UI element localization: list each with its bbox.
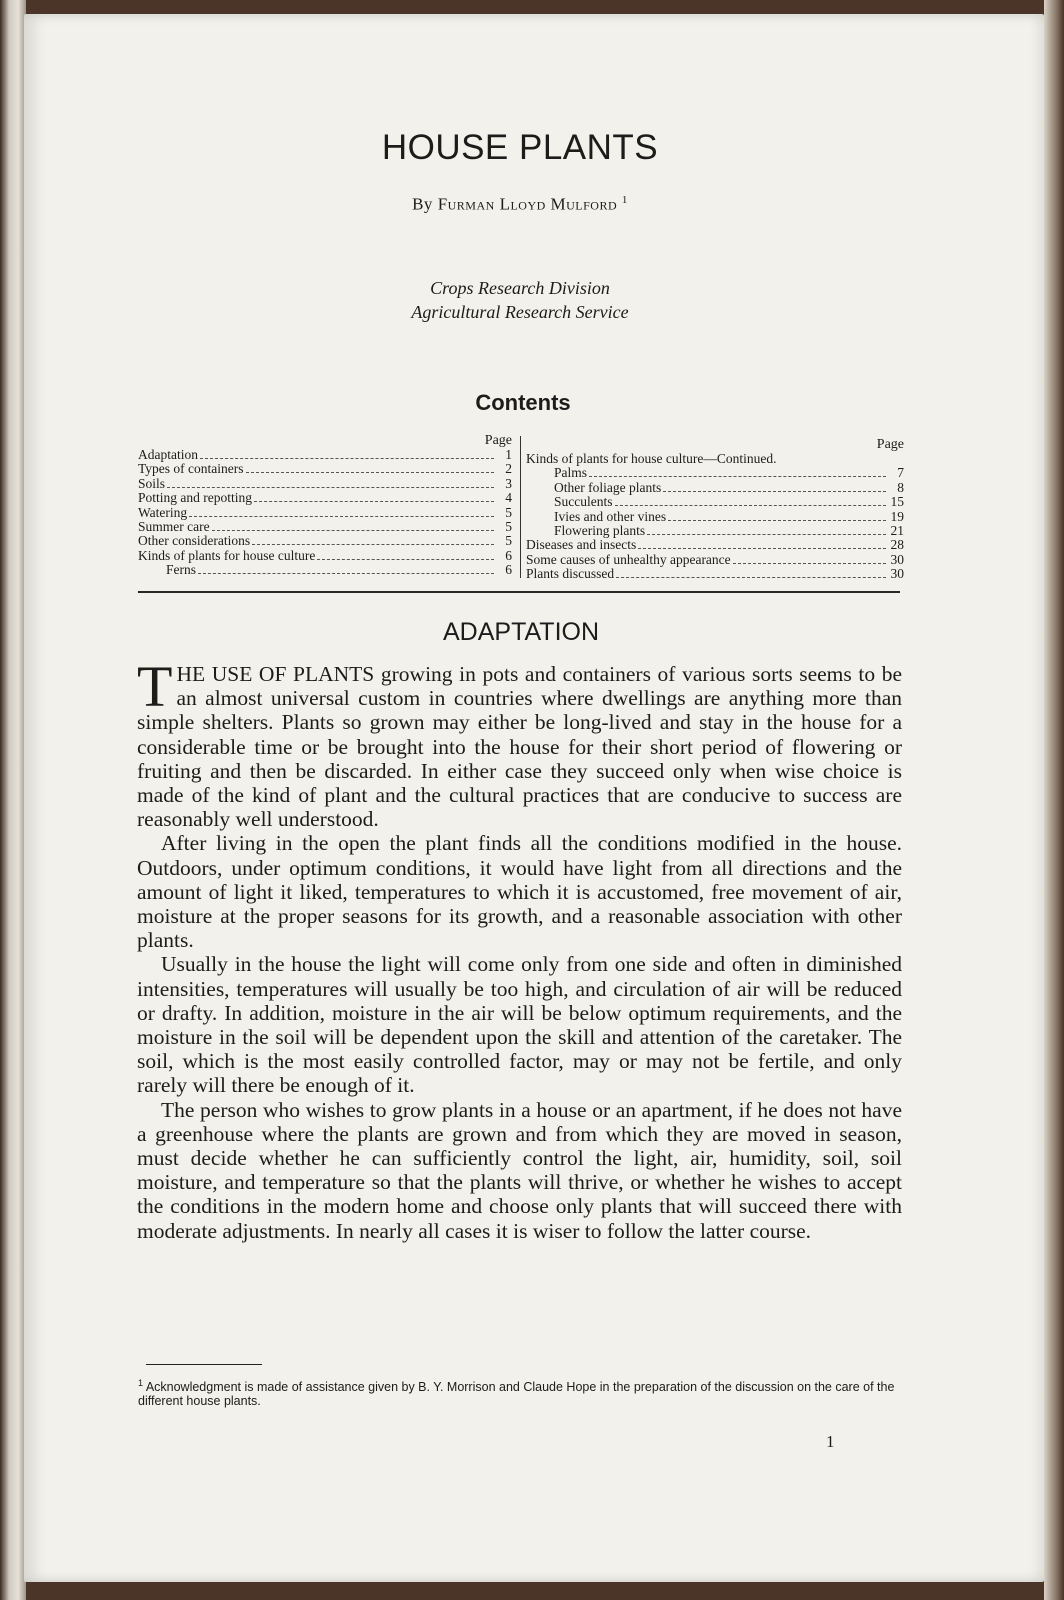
- toc-entry-label: Kinds of plants for house culture—Continued.: [526, 451, 777, 466]
- toc-entry-page: 1: [505, 447, 512, 462]
- author-footnote-mark: 1: [621, 194, 628, 206]
- toc-page-label: Page: [484, 433, 512, 448]
- section-heading: ADAPTATION: [442, 618, 600, 646]
- left-page-edge: [0, 0, 26, 1600]
- toc-leader: [638, 548, 886, 549]
- toc-entry-label: Succulents: [554, 494, 613, 510]
- toc-entry-label: Other considerations: [138, 533, 251, 549]
- toc-entry-page: 5: [505, 518, 512, 534]
- toc-entry-label: Palms: [554, 465, 588, 481]
- footnote: [138, 1376, 900, 1408]
- toc-entry-page: 15: [890, 494, 904, 510]
- contents-heading: Contents: [475, 390, 571, 415]
- right-page-edge: [1044, 0, 1064, 1600]
- toc-leader: [212, 530, 494, 531]
- toc-entry-page: 19: [890, 508, 904, 524]
- paragraph-4: The person who wishes to grow plants in a house or an apartment, if he does not have a greenhouse where the plants are grown and from which they are moved in season, must decide whether he can sufficiently control the light, air, humidity, soil, soil moisture, and temperature so that the plants will thrive, or whether he wishes to accept the conditions in the modern home and choose only plants that will succeed there with moderate adjustments. In nearly all cases it is wiser to follow the latter course.: [137, 1097, 902, 1243]
- toc-entry-label: Other foliage plants: [554, 479, 662, 495]
- toc-divider: [520, 436, 521, 578]
- paragraph-1-text: HE USE OF PLANTS growing in pots and containers of various sorts seems to be an almost universal custom in countries where dwellings are anything more than simple shelters. Plants so grown may either be long-lived and stay in the house for a considerable time or be brought into the house for their short period of flowering or fruiting and then be discarded. In either case they succeed only when wise choice is made of the kind of plant and the cultural practices that are conducive to success are reasonably well understood.: [137, 662, 902, 832]
- paragraph-1: [137, 654, 902, 832]
- toc-entry: [526, 452, 904, 466]
- footnote-rule: [146, 1364, 262, 1365]
- toc-entry: [526, 538, 904, 552]
- toc-leader: [252, 544, 494, 545]
- footnote-text: Acknowledgment is made of assistance given by B. Y. Morrison and Claude Hope in the preparation of the discussion on the care of the different house plants.: [138, 1380, 895, 1409]
- toc-entry-page: 28: [890, 537, 904, 553]
- toc-entry: [138, 491, 512, 505]
- toc-entry-page: 21: [890, 522, 904, 538]
- toc-entry-label: Diseases and insects: [526, 537, 637, 553]
- toc-entry-page: 30: [890, 566, 904, 582]
- toc-entry-label: Some causes of unhealthy appearance: [526, 551, 731, 567]
- toc-entry: [138, 549, 512, 563]
- toc-leader: [167, 487, 494, 488]
- toc-leader: [668, 520, 886, 521]
- toc-leader: [198, 573, 494, 574]
- document-title: HOUSE PLANTS: [381, 128, 659, 167]
- toc-entry-label: Types of containers: [138, 461, 244, 477]
- toc-entry-page: 6: [505, 547, 512, 563]
- toc-entry-label: Adaptation: [138, 447, 198, 462]
- paragraph-2: After living in the open the plant finds all the conditions modified in the house. Outdoors, under optimum conditions, it would have light from all directions and the amount of light it liked, temperatures to which it is accustomed, free movement of air, moisture at the proper seasons for its growth, and a reasonable association with other plants.: [137, 831, 902, 953]
- toc-entry: [526, 567, 904, 581]
- page-number: 1: [826, 1432, 835, 1451]
- toc-leader: [246, 472, 494, 473]
- toc-entry-page: 30: [890, 551, 904, 567]
- toc-leader: [647, 534, 886, 535]
- toc-entry: [526, 466, 904, 480]
- toc-leader: [616, 577, 886, 578]
- byline-prefix: By: [412, 194, 433, 214]
- author-byline: [0, 194, 1040, 215]
- toc-entry: [138, 506, 512, 520]
- toc-entry: [526, 495, 904, 509]
- toc-entry: [526, 553, 904, 567]
- toc-leader: [615, 505, 887, 506]
- toc-right-column: [526, 434, 904, 582]
- toc-entry: [526, 481, 904, 495]
- toc-leader: [200, 458, 494, 459]
- toc-leader: [589, 476, 886, 477]
- toc-entry-page: 2: [505, 461, 512, 477]
- toc-entry: [526, 524, 904, 538]
- affiliation-division: Crops Research Division: [430, 278, 610, 298]
- toc-entry: [138, 477, 512, 491]
- toc-entry-label: Plants discussed: [526, 566, 615, 582]
- toc-entry-label: Ferns: [166, 562, 196, 578]
- toc-entry-page: 5: [505, 504, 512, 520]
- toc-leader: [733, 563, 886, 564]
- affiliation-service: Agricultural Research Service: [411, 302, 629, 322]
- paragraph-3: Usually in the house the light will come only from one side and often in diminished intensities, temperatures will usually be too high, and circulation of air will be reduced or drafty. In addition, moisture in the air will be below optimum requirements, and the moisture in the soil will be dependent upon the skill and attention of the caretaker. The soil, which is the most easily controlled factor, may or may not be fertile, and only rarely will there be enough of it.: [137, 952, 902, 1098]
- toc-entry-label: Potting and repotting: [138, 490, 252, 506]
- toc-leader: [254, 501, 494, 502]
- toc-entry-label: Soils: [138, 475, 166, 491]
- toc-page-label: Page: [876, 437, 904, 452]
- footnote-mark: 1: [138, 1378, 144, 1388]
- toc-entry-page: 5: [505, 533, 512, 549]
- toc-entry-page: 7: [897, 465, 904, 481]
- toc-entry-page: 8: [897, 479, 904, 495]
- section-rule: [138, 591, 900, 593]
- toc-entry: [138, 520, 512, 534]
- toc-entry: [526, 510, 904, 524]
- toc-entry-page: 4: [505, 490, 512, 506]
- toc-entry-label: Ivies and other vines: [554, 508, 667, 524]
- toc-entry-page: 3: [505, 475, 512, 491]
- author-name: Furman Lloyd Mulford: [437, 194, 618, 214]
- toc-entry: [138, 563, 512, 577]
- toc-entry-label: Watering: [138, 504, 188, 520]
- toc-leader: [189, 516, 494, 517]
- toc-left-column: [138, 434, 512, 578]
- toc-entry: [138, 462, 512, 476]
- toc-entry-label: Flowering plants: [554, 522, 646, 538]
- toc-entry-label: Summer care: [138, 518, 210, 534]
- toc-entry-label: Kinds of plants for house culture: [138, 547, 316, 563]
- toc-entry: [138, 534, 512, 548]
- drop-cap: T: [137, 654, 173, 719]
- toc-leader: [317, 559, 494, 560]
- toc-entry: [138, 448, 512, 462]
- toc-entry-page: 6: [505, 562, 512, 578]
- body-text: [137, 654, 902, 1243]
- toc-leader: [663, 491, 886, 492]
